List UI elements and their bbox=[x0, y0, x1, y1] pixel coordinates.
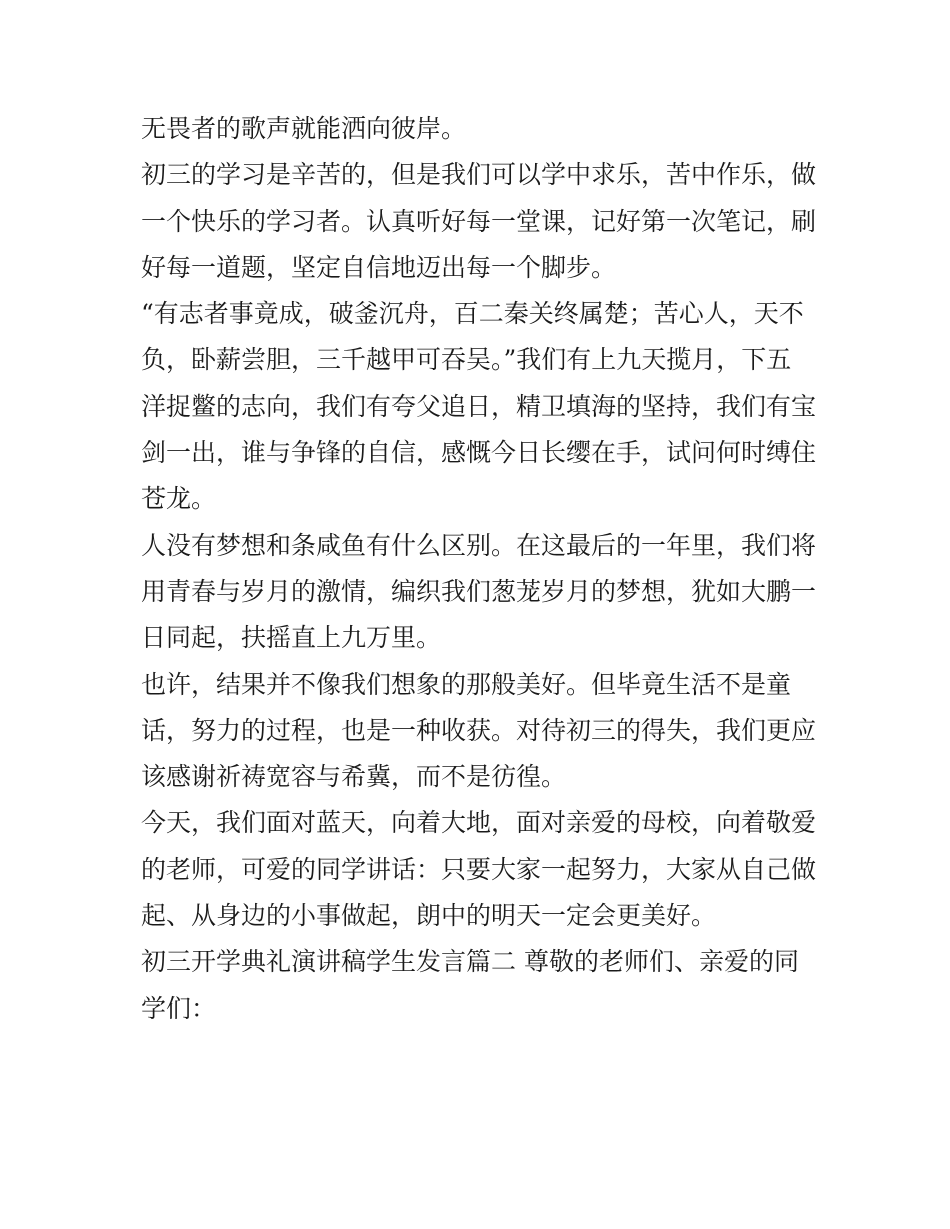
text-line: “有志者事竟成，破釜沉舟，百二秦关终属楚；苦心人，天不 bbox=[141, 299, 804, 329]
text-line: 初三的学习是辛苦的，但是我们可以学中求乐，苦中作乐，做 bbox=[141, 160, 817, 190]
text-line: 的老师，可爱的同学讲话：只要大家一起努力，大家从自己做 bbox=[141, 854, 817, 884]
text-line: 今天，我们面对蓝天，向着大地，面对亲爱的母校，向着敬爱 bbox=[141, 808, 817, 838]
text-line: 负，卧薪尝胆，三千越甲可吞吴。”我们有上九天揽月，下五 bbox=[141, 345, 792, 375]
text-line: 好每一道题，坚定自信地迈出每一个脚步。 bbox=[141, 252, 617, 282]
text-line: 初三开学典礼演讲稿学生发言篇二 尊敬的老师们、亲爱的同 bbox=[141, 947, 799, 977]
text-line: 人没有梦想和条咸鱼有什么区别。在这最后的一年里，我们将 bbox=[141, 530, 817, 560]
text-line: 苍龙。 bbox=[141, 484, 217, 514]
text-line: 一个快乐的学习者。认真听好每一堂课，记好第一次笔记，刷 bbox=[141, 206, 817, 236]
text-line: 起、从身边的小事做起，朗中的明天一定会更美好。 bbox=[141, 901, 717, 931]
text-line: 日同起，扶摇直上九万里。 bbox=[141, 623, 442, 653]
text-line: 话，努力的过程，也是一种收获。对待初三的得失，我们更应 bbox=[141, 715, 817, 745]
document-body bbox=[141, 106, 821, 1032]
text-line: 用青春与岁月的激情，编织我们葱茏岁月的梦想，犹如大鹏一 bbox=[141, 576, 817, 606]
text-line: 也许，结果并不像我们想象的那般美好。但毕竟生活不是童 bbox=[141, 669, 792, 699]
text-line: 洋捉鳖的志向，我们有夸父追日，精卫填海的坚持，我们有宝 bbox=[141, 391, 817, 421]
text-line: 无畏者的歌声就能洒向彼岸。 bbox=[141, 114, 467, 143]
text-line: 剑一出，谁与争锋的自信，感慨今日长缨在手，试问何时缚住 bbox=[141, 438, 817, 468]
text-line: 学们： bbox=[141, 993, 217, 1023]
text-line: 该感谢祈祷宽容与希冀，而不是彷徨。 bbox=[141, 762, 567, 792]
